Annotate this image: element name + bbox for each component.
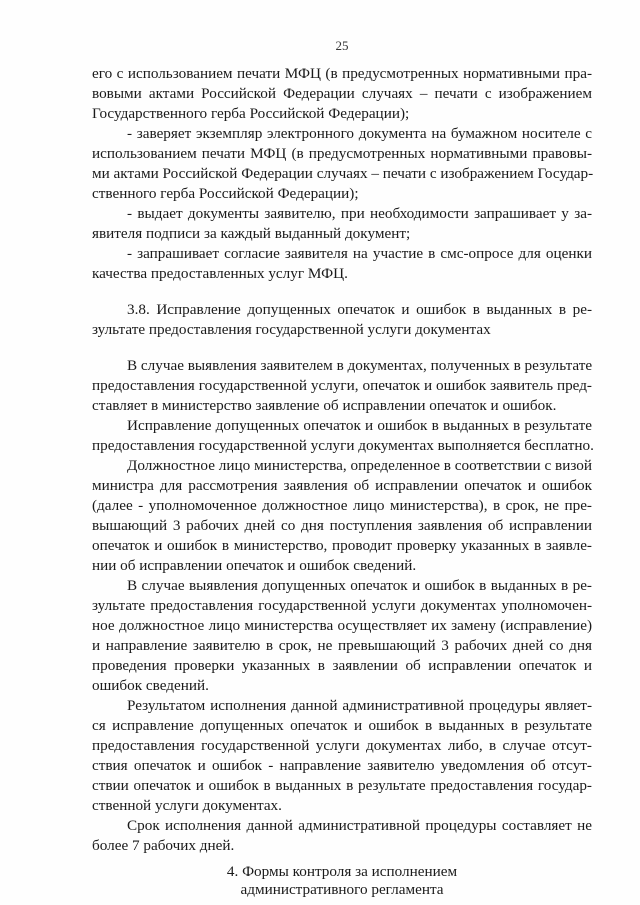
paragraph-line: предоставления государственной услуги документах либо, в случае отсут-	[92, 737, 592, 754]
paragraph-line: министра для рассмотрения заявления об исправлении опечаток и ошибок	[92, 477, 592, 494]
text-line: использованием печати МФЦ (в предусмотренных нормативными правовы-	[92, 145, 592, 162]
text-line: Государственного герба Российской Федерации);	[92, 105, 410, 122]
paragraph-line: ственной услуги документах.	[92, 797, 282, 814]
paragraph-line: ошибок сведений.	[92, 677, 209, 694]
chapter-heading: административного регламента	[240, 881, 444, 898]
paragraph-line: ное должностное лицо министерства осуществляет их замену (исправление)	[92, 617, 592, 634]
text-line: его с использованием печати МФЦ (в предусмотренных нормативными пра-	[92, 65, 592, 82]
chapter-heading: 4. Формы контроля за исполнением	[226, 863, 458, 880]
paragraph-line: ствии опечаток и ошибок в выданных в результате предоставления государ-	[92, 777, 592, 794]
section-heading: зультате предоставления государственной услуги документах	[92, 321, 491, 338]
paragraph-line: (далее - уполномоченное должностное лицо министерства), в срок, не пре-	[92, 497, 592, 514]
paragraph-line: Должностное лицо министерства, определенное в соответствии с визой	[127, 457, 592, 474]
paragraph-line: предоставления государственной услуги, опечаток и ошибок заявитель пред-	[92, 377, 592, 394]
paragraph-line: проведения проверки указанных в заявлении об исправлении опечаток и	[92, 657, 592, 674]
paragraph-line: В случае выявления допущенных опечаток и ошибок в выданных в ре-	[127, 577, 592, 594]
paragraph-line: ся исправление допущенных опечаток и ошибок в выданных в результате	[92, 717, 592, 734]
paragraph-line: Срок исполнения данной административной процедуры составляет не	[127, 817, 592, 834]
paragraph-line: предоставления государственной услуги документах выполняется бесплатно.	[92, 437, 594, 454]
paragraph-line: Исправление допущенных опечаток и ошибок в выданных в результате	[127, 417, 592, 434]
paragraph-line: ствия опечаток и ошибок - направление заявителю уведомления об отсут-	[92, 757, 592, 774]
text-line: явителя подписи за каждый выданный документ;	[92, 225, 411, 242]
list-item: - выдает документы заявителю, при необходимости запрашивает у за-	[127, 205, 592, 222]
text-line: ственного герба Российской Федерации);	[92, 185, 359, 202]
paragraph-line: нии об исправлении опечаток и ошибок сведений.	[92, 557, 417, 574]
list-item: - заверяет экземпляр электронного документа на бумажном носителе с	[127, 125, 592, 142]
paragraph-line: опечаток и ошибок в министерство, проводит проверку указанных в заявле-	[92, 537, 592, 554]
section-heading: 3.8. Исправление допущенных опечаток и ошибок в выданных в ре-	[127, 301, 592, 318]
paragraph-line: более 7 рабочих дней.	[92, 837, 235, 854]
paragraph-line: Результатом исполнения данной административной процедуры являет-	[127, 697, 592, 714]
paragraph-line: вышающий 3 рабочих дней со дня поступления заявления об исправлении	[92, 517, 592, 534]
paragraph-line: В случае выявления заявителем в документах, полученных в результате	[127, 357, 593, 374]
text-line: качества предоставленных услуг МФЦ.	[92, 265, 348, 282]
text-line: ми актами Российской Федерации случаях – печати с изображением Государ-	[92, 165, 594, 182]
paragraph-line: и направление заявителю в срок, не превышающий 3 рабочих дней со дня	[92, 637, 592, 654]
paragraph-line: зультате предоставления государственной услуги документах уполномочен-	[92, 597, 592, 614]
paragraph-line: ставляет в министерство заявление об исправлении опечаток и ошибок.	[92, 397, 557, 414]
text-line: вовыми актами Российской Федерации случаях – печати с изображением	[92, 85, 592, 102]
page-number: 25	[335, 38, 349, 53]
list-item: - запрашивает согласие заявителя на участие в смс-опросе для оценки	[127, 245, 592, 262]
